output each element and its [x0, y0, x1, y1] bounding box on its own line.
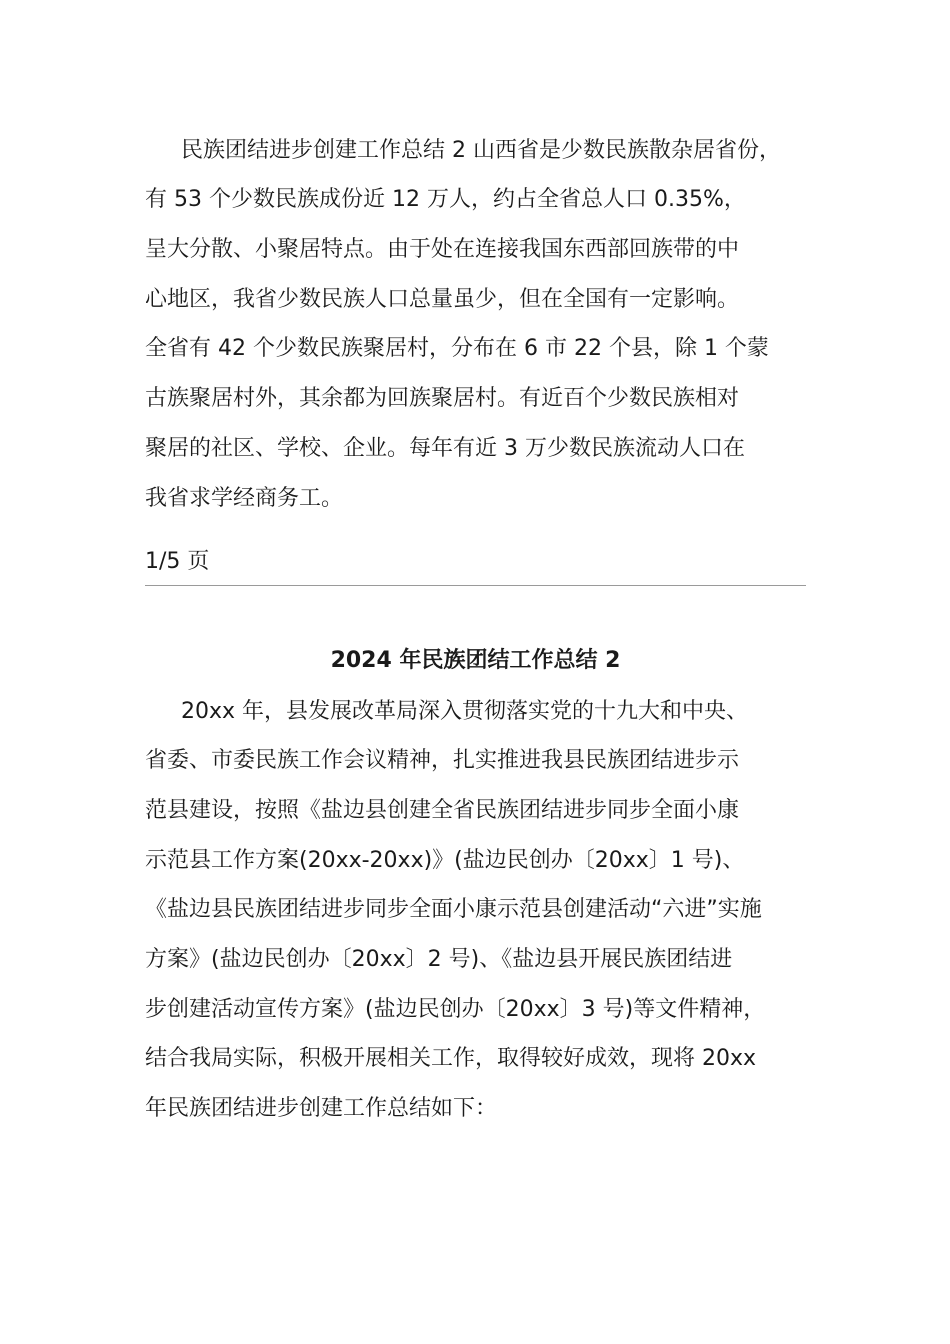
paragraph-line: 呈大分散、小聚居特点。由于处在连接我国东西部回族带的中 [145, 237, 740, 262]
paragraph-line: 聚居的社区、学校、企业。每年有近 3 万少数民族流动人口在 [145, 436, 745, 461]
paragraph-line: 心地区，我省少数民族人口总量虽少，但在全国有一定影响。 [145, 287, 740, 312]
paragraph-line: 步创建活动宣传方案》(盐边民创办〔20xx〕3 号)等文件精神， [145, 997, 766, 1022]
paragraph-line: 全省有 42 个少数民族聚居村，分布在 6 市 22 个县，除 1 个蒙 [145, 336, 769, 361]
paragraph-line: 有 53 个少数民族成份近 12 万人，约占全省总人口 0.35%， [145, 187, 746, 212]
paragraph-line: 民族团结进步创建工作总结 2 山西省是少数民族散杂居省份， [181, 138, 781, 163]
page-number: 1/5 页 [145, 549, 210, 574]
paragraph-line: 《盐边县民族团结进步同步全面小康示范县创建活动“六进”实施 [145, 897, 762, 922]
paragraph-line: 省委、市委民族工作会议精神，扎实推进我县民族团结进步示 [145, 748, 740, 773]
paragraph-line: 我省求学经商务工。 [145, 486, 344, 511]
paragraph-line: 方案》(盐边民创办〔20xx〕2 号)、《盐边县开展民族团结进 [145, 947, 733, 972]
paragraph-line: 示范县工作方案(20xx-20xx)》(盐边民创办〔20xx〕1 号)、 [145, 848, 745, 873]
section-title: 2024 年民族团结工作总结 2 [330, 648, 621, 673]
paragraph-line: 范县建设，按照《盐边县创建全省民族团结进步同步全面小康 [145, 798, 740, 823]
paragraph-line: 结合我局实际，积极开展相关工作，取得较好成效，现将 20xx [145, 1046, 757, 1071]
paragraph-line: 年民族团结进步创建工作总结如下： [145, 1096, 498, 1121]
paragraph-line: 20xx 年，县发展改革局深入贯彻落实党的十九大和中央、 [181, 699, 749, 724]
page-divider [145, 585, 806, 586]
paragraph-line: 古族聚居村外，其余都为回族聚居村。有近百个少数民族相对 [145, 386, 740, 411]
